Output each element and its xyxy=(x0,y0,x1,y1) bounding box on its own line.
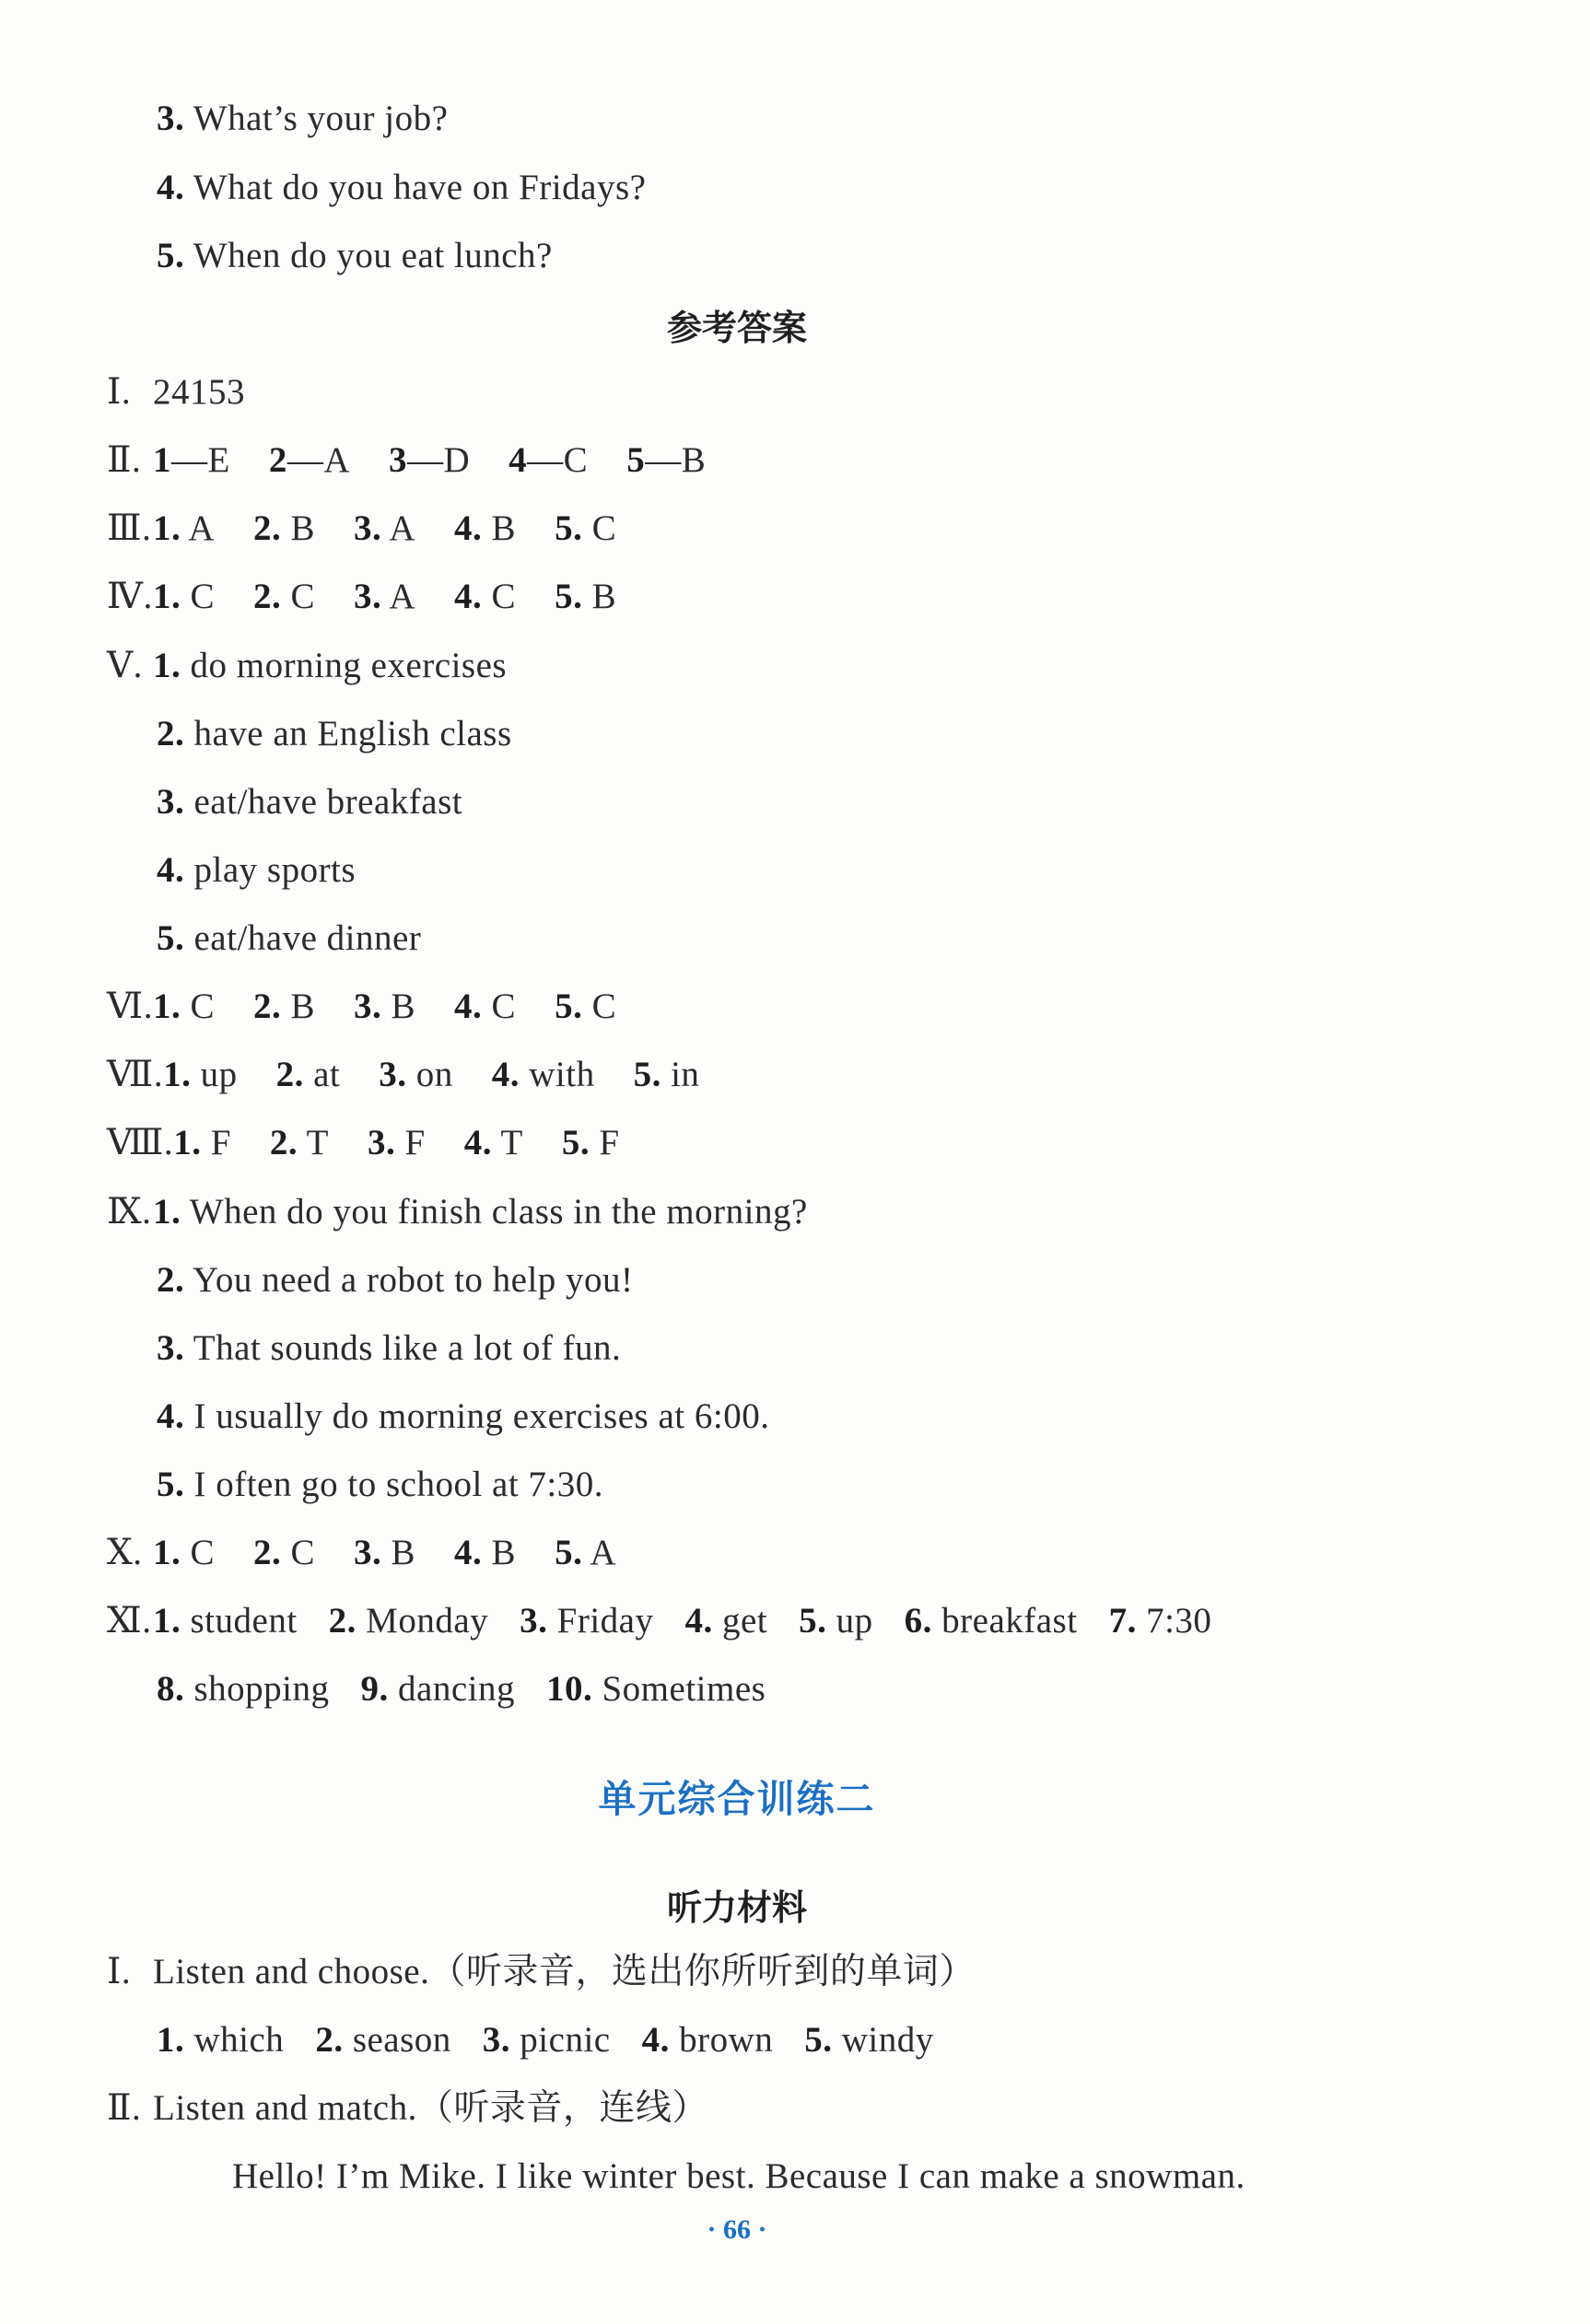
listening-section-1: Ⅰ. Listen and choose.（听录音，选出你所听到的单词） xyxy=(107,1952,976,1991)
answer-11-line-2: 8. shopping 9. dancing 10. Sometimes xyxy=(157,1669,766,1709)
answer-9-item-4: 4. I usually do morning exercises at 6:00. xyxy=(157,1396,770,1436)
answer-section-11: Ⅺ.1. student 2. Monday 3. Friday 4. get 5. up 6. breakfast 7. 7:30 xyxy=(107,1601,1212,1641)
question-5: 5. When do you eat lunch? xyxy=(157,236,553,275)
listening-2-passage: Hello! I’m Mike. I like winter best. Because I can make a snowman. xyxy=(232,2156,1245,2196)
answer-section-2: Ⅱ. 1—E 2—A 3—D 4—C 5—B xyxy=(107,440,707,480)
answer-section-4: Ⅳ.1. C 2. C 3. A 4. C 5. B xyxy=(107,577,617,616)
question-3: 3. What’s your job? xyxy=(157,99,449,138)
answer-9-item-3: 3. That sounds like a lot of fun. xyxy=(157,1328,622,1368)
answer-section-3: Ⅲ.1. A 2. B 3. A 4. B 5. C xyxy=(107,508,617,548)
listening-section-2: Ⅱ. Listen and match.（听录音，连线） xyxy=(107,2088,708,2128)
answer-5-item-2: 2. have an English class xyxy=(157,714,512,753)
answer-5-item-3: 3. eat/have breakfast xyxy=(157,782,463,822)
answer-5-item-4: 4. play sports xyxy=(157,850,357,890)
answer-5-item-5: 5. eat/have dinner xyxy=(157,918,422,958)
listening-1-words: 1. which 2. season 3. picnic 4. brown 5. windy xyxy=(157,2020,934,2060)
answer-section-7: Ⅶ.1. up 2. at 3. on 4. with 5. in xyxy=(107,1055,700,1094)
page-number: · 66 · xyxy=(707,2214,767,2245)
answer-key-heading: 参考答案 xyxy=(666,308,807,348)
listening-heading: 听力材料 xyxy=(666,1887,807,1928)
answer-section-8: Ⅷ.1. F 2. T 3. F 4. T 5. F xyxy=(107,1123,620,1162)
answer-section-5: Ⅴ. 1. do morning exercises xyxy=(107,646,508,685)
unit-heading: 单元综合训练二 xyxy=(598,1777,876,1821)
answer-section-6: Ⅵ.1. C 2. B 3. B 4. C 5. C xyxy=(107,987,617,1026)
answer-section-9: Ⅸ.1. When do you finish class in the morning? xyxy=(107,1192,808,1232)
answer-9-item-5: 5. I often go to school at 7:30. xyxy=(157,1465,604,1504)
answer-9-item-2: 2. You need a robot to help you! xyxy=(157,1260,634,1300)
question-4: 4. What do you have on Fridays? xyxy=(157,168,647,207)
answer-section-1: Ⅰ. 24153 xyxy=(107,372,245,412)
answer-section-10: Ⅹ. 1. C 2. C 3. B 4. B 5. A xyxy=(107,1533,617,1572)
